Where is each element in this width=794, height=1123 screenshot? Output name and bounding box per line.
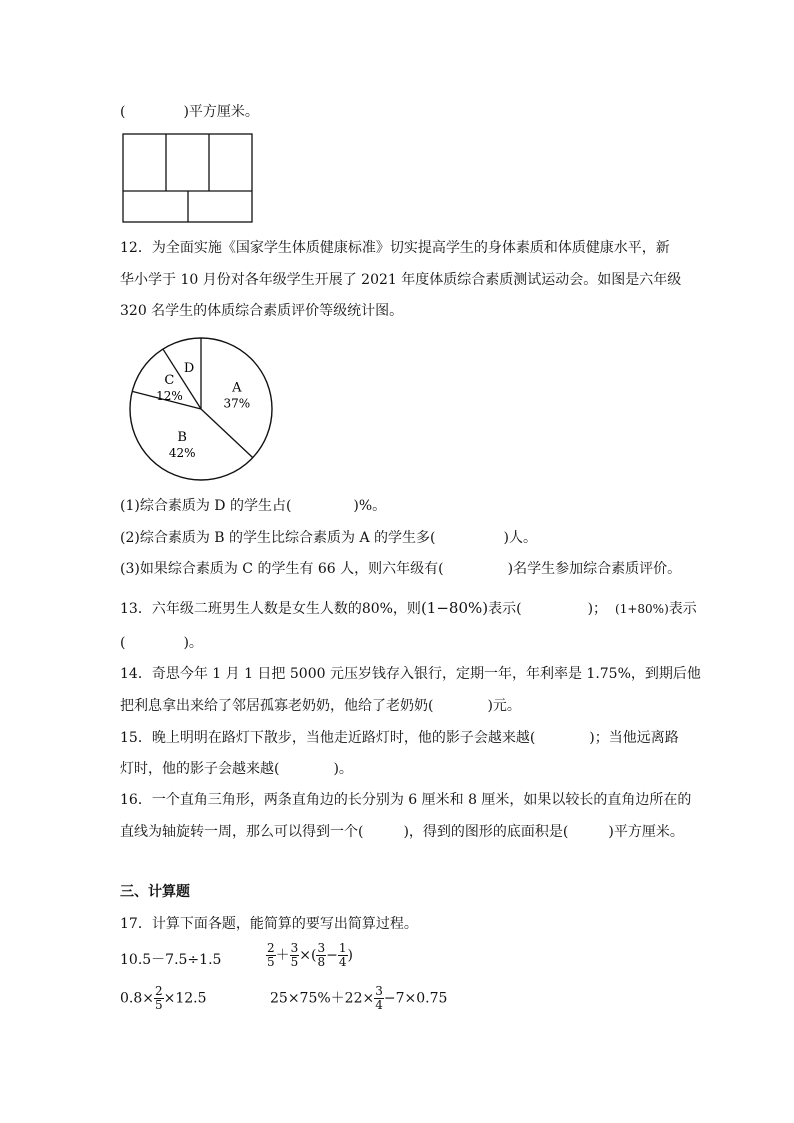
pie-label-d: D — [183, 361, 195, 377]
fraction-3-4: $\frac{3}{4}$ — [375, 984, 383, 1012]
q16-unit: )平方厘米。 — [608, 824, 684, 840]
q13-text-b: 表示( — [488, 601, 522, 617]
top-answer-line — [120, 102, 259, 122]
q12-sub3-text: (3)如果综合素质为 C 的学生有 66 人，则六年级有( — [120, 561, 444, 577]
q14-line2 — [120, 696, 521, 716]
expr-4 — [270, 985, 447, 1012]
paren-close: )。 — [183, 635, 203, 651]
unit-text: )平方厘米。 — [183, 104, 259, 120]
q13-expr2: (1+80%) — [615, 602, 669, 616]
pie-label-c: C — [164, 373, 175, 389]
q12-sub3-unit: )名学生参加综合素质评价。 — [507, 561, 682, 577]
plus-sign: ＋ — [275, 947, 290, 964]
pie-percent-c: 12% — [156, 389, 183, 404]
q12-sub2-text: (2)综合素质为 B 的学生比综合素质为 A 的学生多( — [120, 530, 436, 546]
expr-1: 10.5－7.5÷1.5 — [120, 952, 222, 968]
expr-4-b: −7×0.75 — [383, 990, 448, 1007]
q12-sub1-unit: )%。 — [353, 498, 387, 514]
section-heading: 三、计算题 — [120, 884, 190, 900]
pie-percent-a: 37% — [223, 396, 251, 411]
expr-3-b: ×12.5 — [163, 990, 207, 1007]
pie-chart — [126, 335, 276, 483]
q13-text-c: )； — [587, 601, 608, 617]
q12-line3: 320 名学生的体质综合素质评价等级统计图。 — [120, 303, 404, 319]
fraction-3-5: $\frac{3}{5}$ — [290, 941, 299, 969]
q12-line1: 12．为全面实施《国家学生体质健康标准》切实提高学生的身体素质和体质健康水平，新 — [120, 240, 670, 256]
q12-line2: 华小学于 10 月份对各年级学生开展了 2021 年度体质综合素质测试运动会。如图是六年级 — [120, 272, 682, 288]
paren-close: ) — [347, 947, 353, 964]
q13-line2 — [120, 633, 203, 653]
q12-sub2 — [120, 528, 537, 548]
q15-line1 — [120, 728, 679, 748]
q16-text-b: )，得到的图形的底面积是( — [403, 824, 569, 840]
q13-line1 — [120, 598, 697, 619]
rectangle-grid-figure — [122, 133, 254, 225]
q12-sub2-unit: )人。 — [503, 530, 537, 546]
q15-text-b: )；当他远离路 — [589, 730, 679, 746]
expr-3-a: 0.8× — [120, 990, 154, 1007]
q13-text-d: 表示 — [668, 601, 697, 617]
expr-4-a: 25×75%＋22× — [270, 990, 375, 1007]
pie-percent-b: 42% — [168, 446, 196, 461]
q16-line2 — [120, 822, 684, 842]
fraction-3-8: $\frac{3}{8}$ — [317, 941, 326, 969]
q13-expr1: (1−80%) — [420, 599, 489, 617]
q16-text: 直线为轴旋转一周，那么可以得到一个( — [120, 824, 364, 840]
minus-sign: − — [326, 947, 338, 964]
q14-unit: )元。 — [487, 698, 521, 714]
q12-sub3 — [120, 559, 681, 579]
q13-text: 13．六年级二班男生人数是女生人数的80%，则 — [120, 601, 421, 617]
fraction-1-4: $\frac{1}{4}$ — [338, 941, 347, 969]
fraction-2-5: $\frac{2}{5}$ — [155, 984, 163, 1012]
q14-line1: 14．奇思今年 1 月 1 日把 5000 元压岁钱存入银行，定期一年，年利率是 1.75%，到期后他 — [120, 666, 701, 682]
q17-instruction: 17．计算下面各题，能简算的要写出简算过程。 — [120, 916, 418, 932]
q14-text: 把利息拿出来给了邻居孤寡老奶奶，他给了老奶奶( — [120, 698, 434, 714]
q12-sub1 — [120, 496, 386, 516]
paren-open: ( — [120, 635, 126, 651]
times-sign: ×( — [299, 947, 317, 964]
fraction-2-5: $\frac{2}{5}$ — [267, 941, 275, 969]
pie-label-a: A — [232, 380, 242, 396]
q16-line1: 16．一个直角三角形，两条直角边的长分别为 6 厘米和 8 厘米，如果以较长的直角边所在的 — [120, 792, 692, 808]
q15-text-d: )。 — [333, 761, 353, 777]
expr-2 — [266, 942, 353, 969]
expr-3 — [120, 985, 207, 1012]
pie-label-b: B — [177, 430, 187, 446]
q15-text: 15．晚上明明在路灯下散步，当他走近路灯时，他的影子会越来越( — [120, 730, 536, 746]
q15-line2 — [120, 759, 353, 779]
q15-text-c: 灯时，他的影子会越来越( — [120, 761, 280, 777]
q12-sub1-text: (1)综合素质为 D 的学生占( — [120, 498, 292, 514]
paren-open: ( — [120, 104, 126, 120]
pie-slices — [130, 338, 272, 480]
